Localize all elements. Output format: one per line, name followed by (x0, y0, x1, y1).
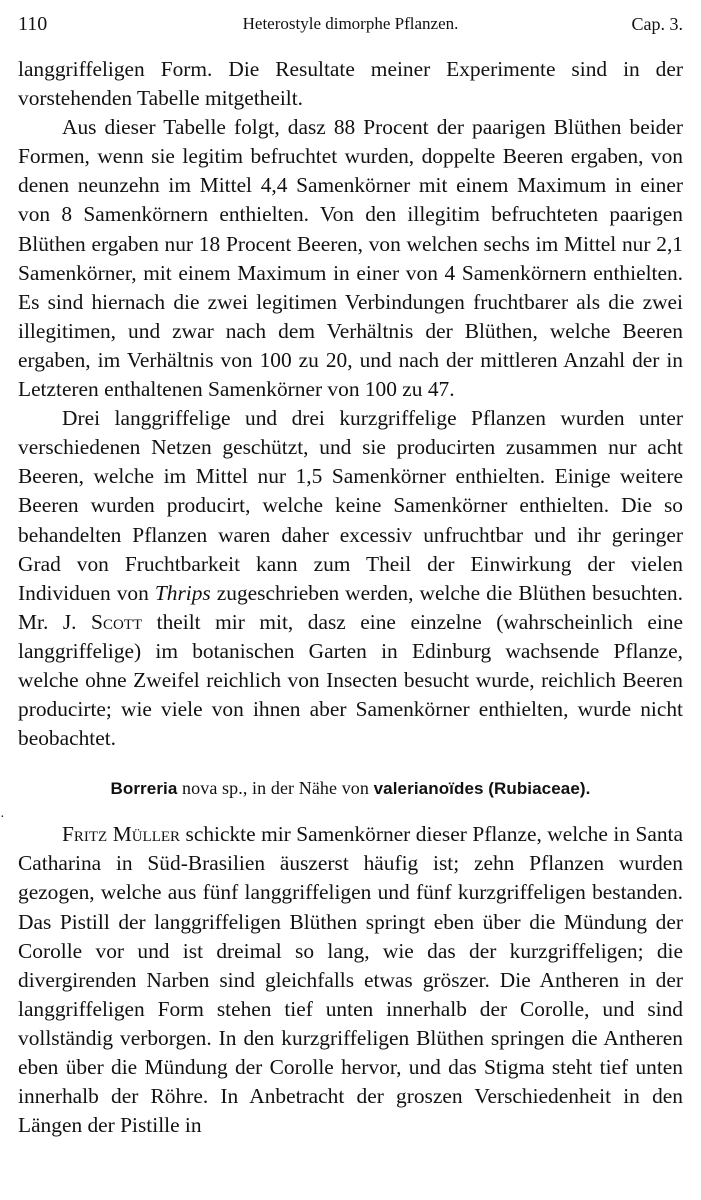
page-number: 110 (18, 13, 48, 35)
margin-mark: · (0, 810, 5, 825)
paragraph-netted-plants (18, 404, 683, 753)
species-note: nova sp., in der Nähe von (182, 778, 370, 799)
paragraph-netted-plants-text-1: Drei langgriffelige und drei kurzgriffelige Pflanzen wurden unter verschiedenen Netzen geschützt, und sie producirten zusammen nur acht Beeren, welche im Mittel nur 1,5 Samenkörner enthielten. Einige weitere Beeren wurden producirt, welche keine Samenkörner enthielten. Die so behandelten Pflanzen waren daher excessiv unfruchtbar und ihr geringer Grad von Fruchtbarkeit kann zum Theil der Einwirkung der vielen Individuen von (18, 406, 683, 605)
scott-name: Scott (91, 609, 143, 634)
thrips-italic: Thrips (154, 580, 211, 605)
page-header (18, 10, 683, 38)
chapter-label: Cap. 3. (631, 14, 683, 34)
running-title: Heterostyle dimorphe Pflanzen. (242, 14, 459, 33)
paragraph-netted-plants-text-3: theilt mir mit, dasz eine einzelne (wahrscheinlich eine langgriffelige) im botanischen Garten in Edinburg wachsende Pflanze, welche ohne Zweifel reichlich von Insecten besucht wurde, reichlich Beeren producirte; wie viele von ihnen aber Samenkörner enthielten, wurde nicht beobachtet. (18, 609, 683, 751)
paragraph-borreria (18, 820, 683, 1140)
genus-name: Borreria (110, 779, 178, 799)
body-text (18, 55, 683, 1140)
paragraph-borreria-text: schickte mir Samenkörner dieser Pflanze, welche in Santa Catharina in Süd-Brasilien äuszerst häufig ist; zehn Pflanzen wurden gezogen, welche aus fünf langgriffeligen und fünf kurzgriffeligen bestanden. Das Pistill der langgriffeligen Blüthen springt eben über die Mündung der Corolle vor und ist dreimal so lang, wie das der kurzgriffeligen; die divergirenden Narben sind gleichfalls etwas gröszer. Die Antheren in der langgriffeligen Form stehen tief unten innerhalb der Corolle, und sind vollständig verborgen. In den kurzgriffeligen Blüthen springen die Antheren eben über die Mündung der Corolle hervor, und das Stigma steht tief unten innerhalb der Röhre. In Anbetracht der groszen Verschiedenheit in den Längen der Pistille in (18, 822, 683, 1138)
paragraph-netted-plants-text-2: zugeschrieben werden, welche die Blüthen besuchten. Mr. J. (18, 580, 683, 634)
family-name: (Rubiaceae). (488, 779, 591, 799)
section-heading (18, 775, 683, 802)
paragraph-continued: langgriffeligen Form. Die Resultate meiner Experimente sind in der vorstehenden Tabelle mitgetheilt. (18, 57, 683, 111)
paragraph-table-results: Aus dieser Tabelle folgt, dasz 88 Procent der paarigen Blüthen beider Formen, wenn sie legitim befruchtet wurden, doppelte Beeren ergaben, von denen neunzehn im Mittel 4,4 Samenkörner mit einem Maximum in einer von 8 Samenkörnern enthielten. Von den illegitim befruchteten paarigen Blüthen ergaben nur 18 Procent Beeren, von welchen sechs im Mittel nur 2,1 Samenkörner, mit einem Maximum in einer von 4 Samenkörnern enthielten. Es sind hiernach die zwei legitimen Verbindungen fruchtbarer als die zwei illegitimen, und zwar nach dem Verhältnis der Blüthen, welche Beeren ergaben, im Verhältnis von 100 zu 20, und nach der mittleren Anzahl der in Letzteren enthaltenen Samenkörner von 100 zu 47. (18, 115, 683, 402)
fritz-mueller-name: Fritz Müller (62, 822, 181, 847)
species-name: valerianoïdes (373, 779, 484, 799)
